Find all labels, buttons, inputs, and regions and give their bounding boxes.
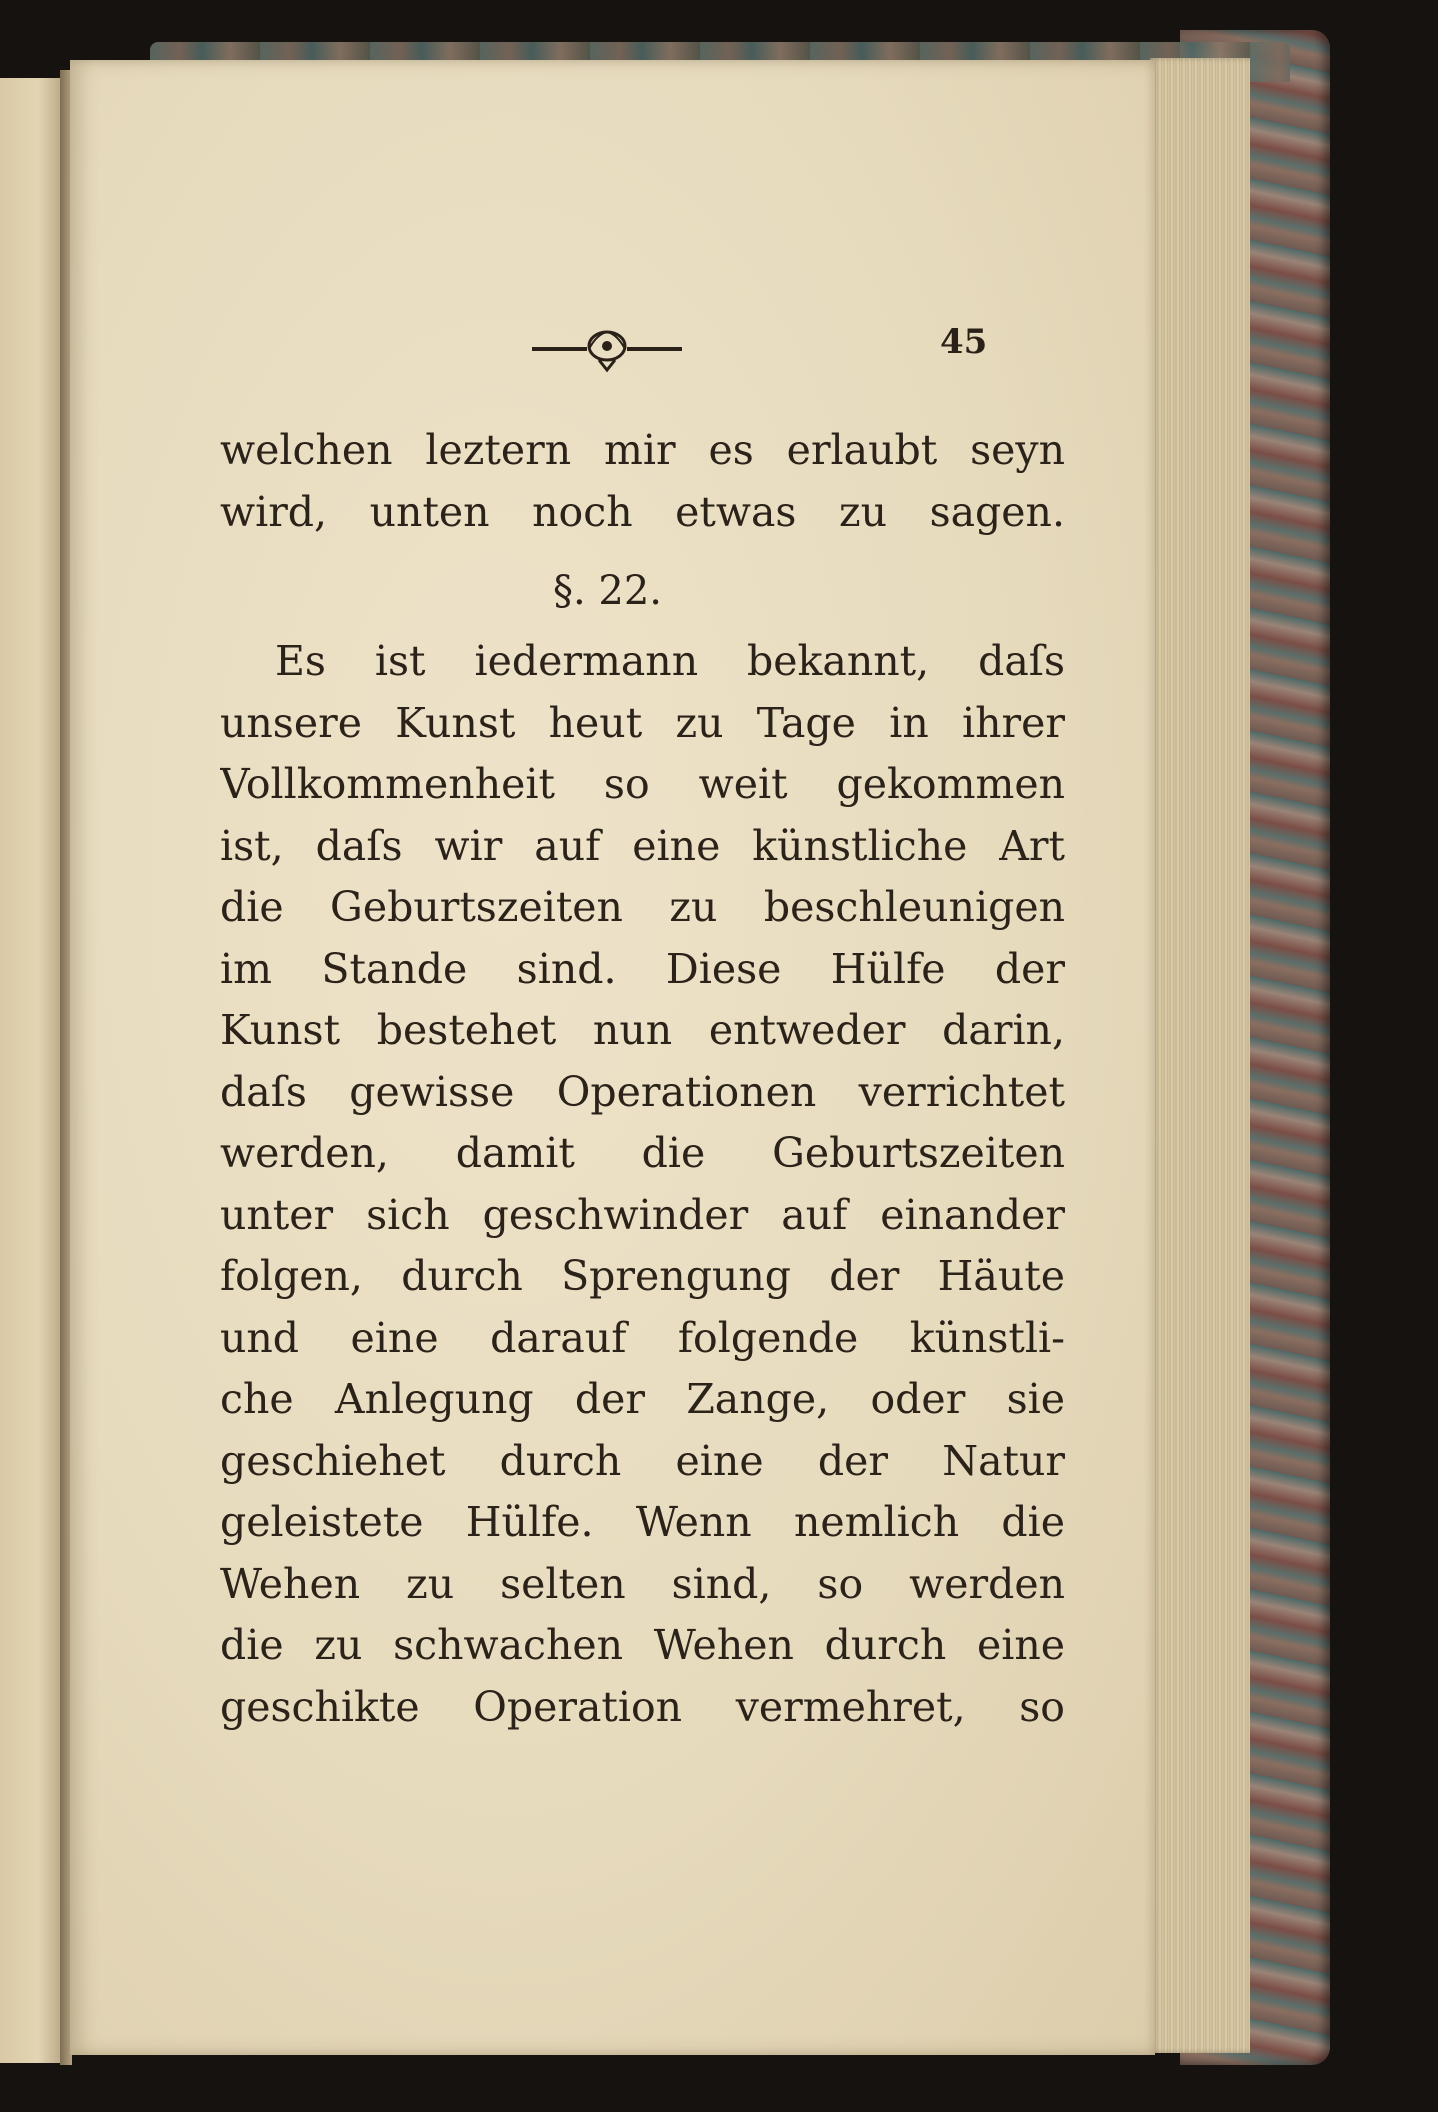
text-line: geleistete Hülfe. Wenn nemlich die xyxy=(220,1498,1065,1546)
text-line: Es ist iedermann bekannt, daſs xyxy=(275,637,1065,685)
text-line: im Stande sind. Diese Hülfe der xyxy=(220,944,1065,993)
text-line: daſs gewisse Operationen verrichtet xyxy=(220,1067,1065,1116)
text-line: werden, damit die Geburtszeiten xyxy=(220,1129,1065,1177)
text-line: folgen, durch Sprengung der Häute xyxy=(220,1252,1065,1300)
text-line: che Anlegung der Zange, oder sie xyxy=(220,1375,1065,1423)
book-page xyxy=(70,60,1155,2055)
text-line: unter sich geschwinder auf einander xyxy=(220,1190,1065,1239)
text-line: die Geburtszeiten zu beschleunigen xyxy=(220,883,1065,931)
page-fore-edge xyxy=(1150,58,1250,2053)
text-line: geschikte Operation vermehret, so xyxy=(220,1682,1065,1731)
text-line: Kunst bestehet nun entweder darin, xyxy=(220,1006,1065,1054)
text-line: Vollkommenheit so weit gekommen xyxy=(220,760,1065,808)
page-number: 45 xyxy=(940,322,988,362)
text-line: ist, daſs wir auf eine künstliche Art xyxy=(220,821,1065,870)
body-text xyxy=(220,420,1065,1738)
text-line: welchen leztern mir es erlaubt seyn xyxy=(220,426,1065,474)
section-heading: §. 22. xyxy=(552,568,663,614)
text-line: unsere Kunst heut zu Tage in ihrer xyxy=(220,698,1065,747)
text-line: wird, unten noch etwas zu sagen. xyxy=(220,487,1065,536)
text-line: die zu schwachen Wehen durch eine xyxy=(220,1621,1065,1669)
text-line: Wehen zu selten sind, so werden xyxy=(220,1559,1065,1608)
header-ornament-icon xyxy=(527,324,687,374)
page-header xyxy=(70,322,1155,382)
text-line: und eine darauf folgende künstli- xyxy=(220,1313,1065,1362)
facing-page xyxy=(0,78,64,2063)
text-line: geschiehet durch eine der Natur xyxy=(220,1436,1065,1485)
